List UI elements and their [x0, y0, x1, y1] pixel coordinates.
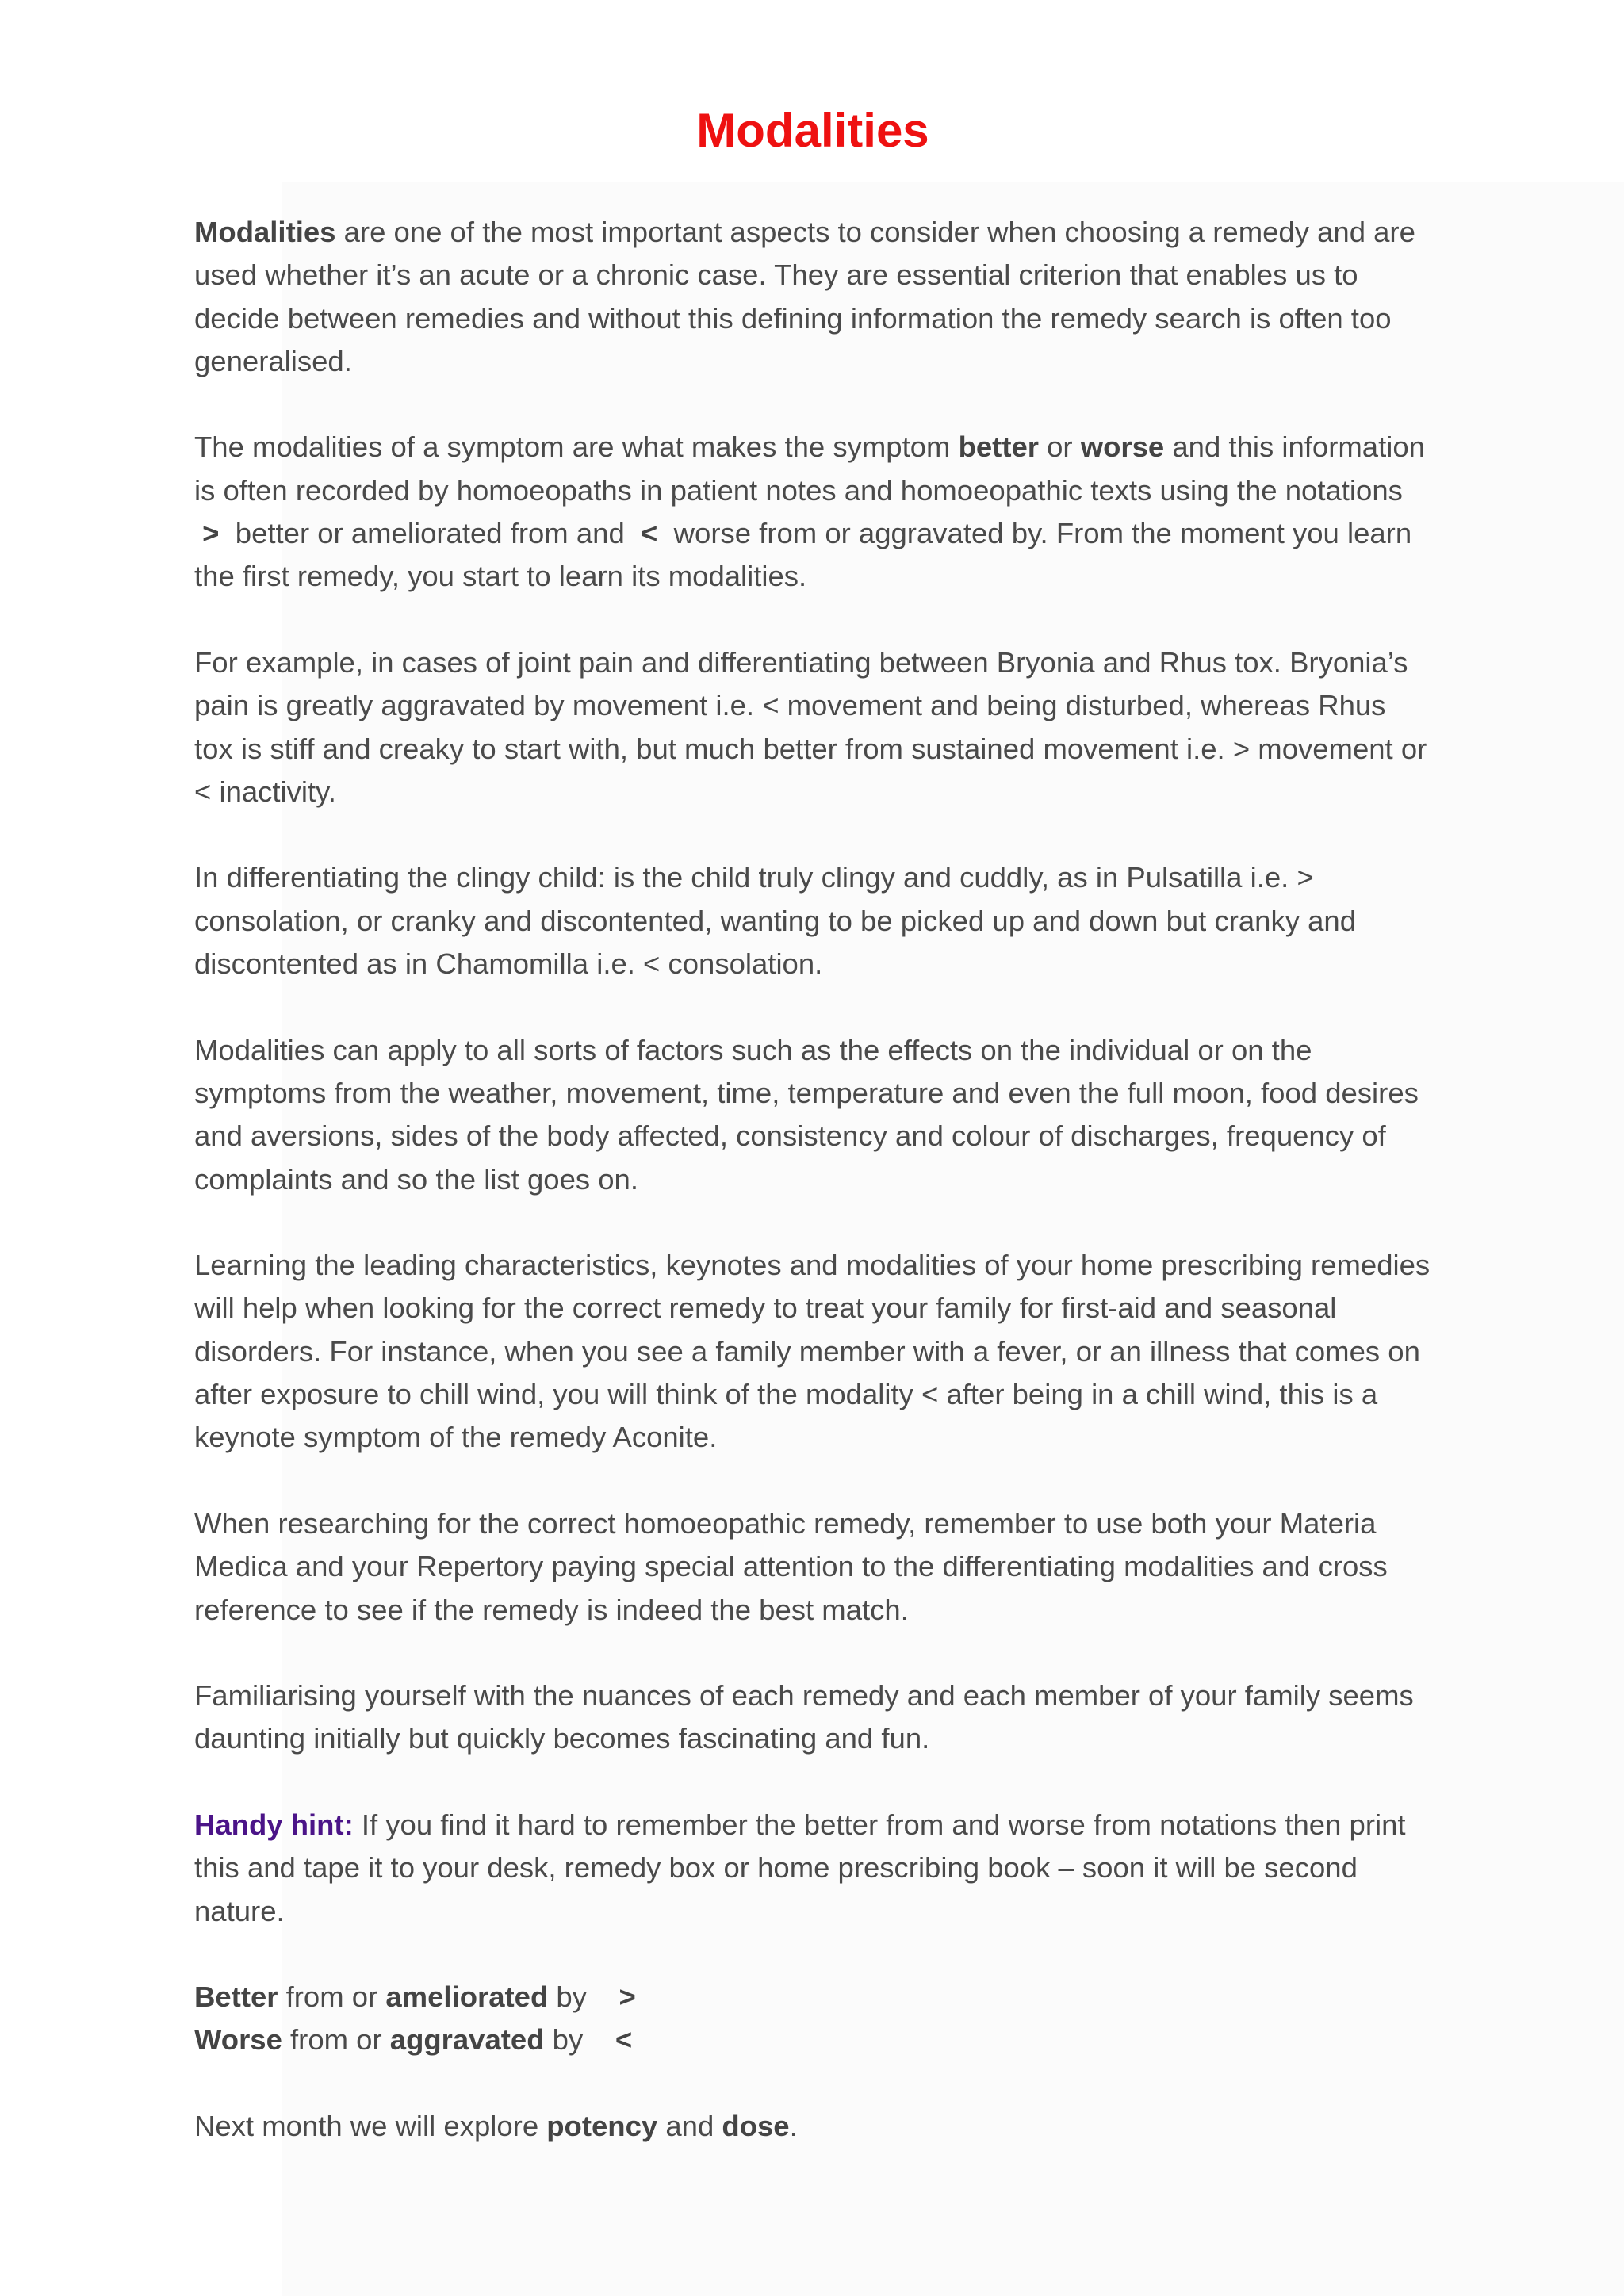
- worse-term: worse: [1080, 430, 1165, 464]
- better-term: better: [958, 430, 1039, 464]
- legend-better-by: by: [548, 1980, 587, 2014]
- paragraph-joint-pain-example: For example, in cases of joint pain and differentiating between Bryonia and Rhus tox. Bryonia’s pain is greatly aggravated by movement i.e. < movement and being disturbed, whereas Rhus tox is stiff and creaky to start with, but much better from sustained movement i.e. > movement or < inactivity.: [194, 645, 1427, 808]
- dose-term: dose: [722, 2110, 790, 2143]
- next-month-text-c: .: [789, 2110, 798, 2143]
- legend-worse-by: by: [544, 2023, 584, 2057]
- paragraph-learning: Learning the leading characteristics, keynotes and modalities of your home prescribing remedies will help when looking for the correct remedy to treat your family for first-aid and seasonal disorders. For instance, when you see a family member with a fever, or an illness that comes on after exposure to chill wind, you will think of the modality < after being in a chill wind, this is a keynote symptom of the remedy Aconite.: [194, 1249, 1431, 1454]
- paragraph-familiarising: Familiarising yourself with the nuances of each remedy and each member of your family seems daunting initially but quickly becomes fascinating and fun.: [194, 1679, 1414, 1755]
- legend-worse-word: Worse: [194, 2023, 282, 2057]
- notations-text-e: worse from or aggravated by. From the moment you learn the first remedy, you start to learn its modalities.: [194, 517, 1412, 593]
- notations-text-c: and this information is often recorded by homoeopaths in patient notes and homoeopathic texts using the notations: [194, 430, 1425, 507]
- legend-worse-line: [194, 2019, 1431, 2061]
- legend-worse-symbol: <: [615, 2023, 633, 2057]
- legend-ameliorated-word: ameliorated: [385, 1980, 549, 2014]
- document-body: [194, 211, 1431, 2191]
- worse-symbol: <: [641, 517, 658, 550]
- notations-text-a: The modalities of a symptom are what makes the symptom: [194, 430, 959, 464]
- notations-text-d: better or ameliorated from and: [227, 517, 633, 550]
- handy-hint-label: Handy hint:: [194, 1808, 354, 1841]
- legend-better-symbol: >: [619, 1980, 636, 2014]
- paragraph-notations: [194, 426, 1431, 598]
- notation-legend: [194, 1976, 1431, 2062]
- intro-text: are one of the most important aspects to consider when choosing a remedy and are used whether it’s an acute or a chronic case. They are essential criterion that enables us to decide between remedies and without this defining information the remedy search is often too generalised.: [194, 216, 1415, 377]
- paragraph-factors: Modalities can apply to all sorts of factors such as the effects on the individual or on the symptoms from the weather, movement, time, temperature and even the full moon, food desires and aversions, sides of the body affected, consistency and colour of discharges, frequency of complaints and so the list goes on.: [194, 1033, 1419, 1196]
- potency-term: potency: [546, 2110, 658, 2143]
- paragraph-researching: When researching for the correct homoeopathic remedy, remember to use both your Materia Medica and your Repertory paying special attention to the differentiating modalities and cross reference to see if the remedy is indeed the best match.: [194, 1506, 1388, 1626]
- paragraph-handy-hint: [194, 1804, 1431, 1933]
- intro-lead-term: Modalities: [194, 216, 336, 248]
- paragraph-clingy-child-example: In differentiating the clingy child: is the child truly clingy and cuddly, as in Pulsatilla i.e. > consolation, or cranky and discontented, wanting to be picked up and down but cranky and discontented as in Chamomilla i.e. < consolation.: [194, 861, 1357, 981]
- next-month-text-b: and: [657, 2110, 722, 2143]
- legend-better-word: Better: [194, 1980, 278, 2014]
- legend-worse-mid: from or: [282, 2023, 390, 2057]
- legend-aggravated-word: aggravated: [389, 2023, 545, 2057]
- better-symbol: >: [202, 517, 220, 550]
- notations-text-b: or: [1038, 430, 1081, 464]
- paragraph-next-month: [194, 2105, 1431, 2148]
- legend-better-mid: from or: [278, 1980, 386, 2014]
- legend-better-line: [194, 1976, 1431, 2019]
- page-title: Modalities: [696, 104, 929, 157]
- paragraph-intro: [194, 211, 1431, 383]
- handy-hint-text: If you find it hard to remember the better from and worse from notations then print this and tape it to your desk, remedy box or home prescribing book – soon it will be second nature.: [194, 1808, 1406, 1927]
- next-month-text-a: Next month we will explore: [194, 2110, 547, 2143]
